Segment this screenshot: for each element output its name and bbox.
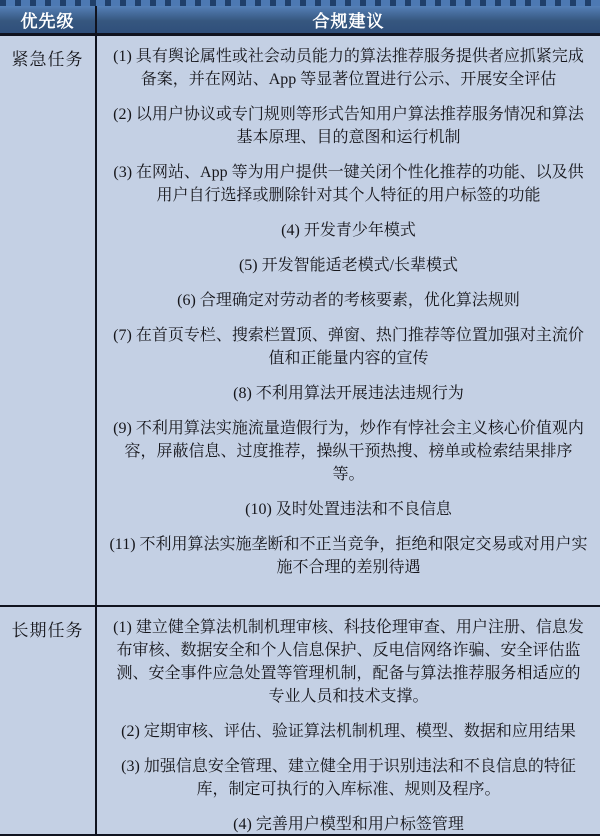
recommendations-cell — [97, 607, 600, 836]
recommendations-cell — [97, 36, 600, 605]
table-row — [0, 607, 600, 836]
priority-cell: 长期任务 — [0, 607, 97, 836]
recommendation-item: (6) 合理确定对劳动者的考核要素，优化算法规则 — [177, 292, 520, 309]
recommendation-item: (8) 不利用算法开展违法违规行为 — [233, 385, 464, 402]
recommendation-item: (7) 在首页专栏、搜索栏置顶、弹窗、热门推荐等位置加强对主流价值和正能量内容的宣传 — [113, 327, 584, 367]
recommendation-item: (5) 开发智能适老模式/长辈模式 — [238, 257, 459, 274]
recommendation-item: (1) 建立健全算法机制机理审核、科技伦理审查、用户注册、信息发布审核、数据安全和个人信息保护、反电信网络诈骗、安全评估监测、安全事件应急处置等管理机制，配备与算法推荐服务相适应的专业人员和技术支撑。 — [113, 619, 584, 705]
recommendation-item: (11) 不利用算法实施垄断和不正当竞争，拒绝和限定交易或对用户实施不合理的差别待遇 — [109, 536, 588, 576]
recommendation-item: (10) 及时处置违法和不良信息 — [245, 501, 452, 518]
header-priority: 优先级 — [0, 6, 97, 33]
table-header-row — [0, 6, 600, 36]
table-row — [0, 36, 600, 607]
recommendation-item: (2) 定期审核、评估、验证算法机制机理、模型、数据和应用结果 — [121, 723, 576, 740]
recommendation-item: (3) 在网站、App 等为用户提供一键关闭个性化推荐的功能、以及供用户自行选择或删除针对其个人特征的用户标签的功能 — [113, 164, 584, 204]
recommendation-item: (2) 以用户协议或专门规则等形式告知用户算法推荐服务情况和算法基本原理、目的意图和运行机制 — [113, 106, 584, 146]
recommendation-item: (3) 加强信息安全管理、建立健全用于识别违法和不良信息的特征库，制定可执行的入库标准、规则及程序。 — [121, 758, 576, 798]
recommendation-item: (1) 具有舆论属性或社会动员能力的算法推荐服务提供者应抓紧完成备案，并在网站、App 等显著位置进行公示、开展安全评估 — [113, 48, 584, 88]
table-body — [0, 36, 600, 836]
recommendation-item: (4) 开发青少年模式 — [281, 222, 416, 239]
recommendation-item: (4) 完善用户模型和用户标签管理 — [233, 816, 464, 833]
recommendation-item: (9) 不利用算法实施流量造假行为，炒作有悖社会主义核心价值观内容，屏蔽信息、过度推荐，操纵干预热搜、榜单或检索结果排序等。 — [113, 420, 584, 483]
header-recommendations: 合规建议 — [312, 12, 385, 31]
priority-cell: 紧急任务 — [0, 36, 97, 605]
